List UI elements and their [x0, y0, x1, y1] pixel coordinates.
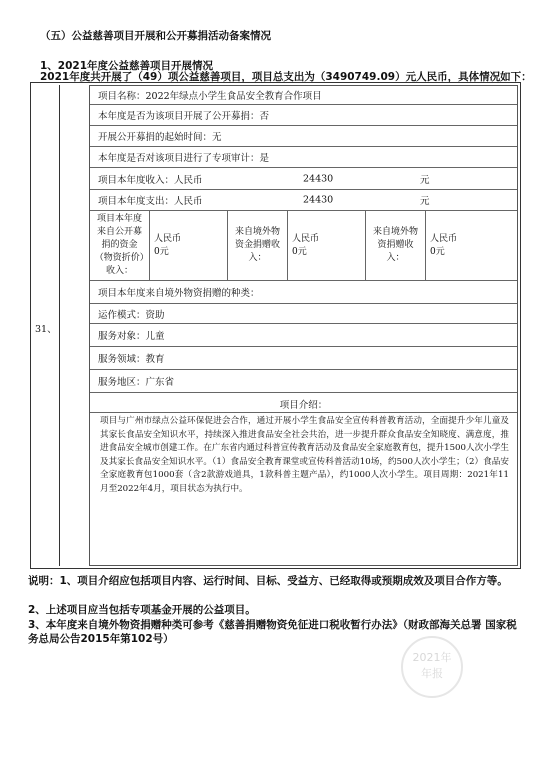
operation-mode-row — [90, 304, 517, 324]
foreign-goods-types: 项目本年度来自境外物资捐赠的种类： — [98, 288, 260, 299]
foreign-cash-value-cell — [288, 211, 366, 280]
special-audit: 本年度是否对该项目进行了专项审计：是 — [98, 153, 270, 164]
income-amount: 24430 — [303, 173, 334, 184]
intro-divider — [90, 412, 517, 413]
annual-report-stamp — [401, 636, 463, 698]
income-row — [90, 168, 517, 190]
summary-line: 2021年度共开展了（49）项公益慈善项目，项目总支出为（3490749.09）元人民币，具体情况如下： — [40, 71, 532, 83]
domestic-label: 项目本年度来自公开募捐的资金（物资折价）收入： — [94, 214, 145, 276]
region-row — [90, 370, 517, 393]
special-audit-row — [90, 147, 517, 168]
project-name: 项目名称：2022年绿点小学生食品安全教育合作项目 — [98, 91, 322, 102]
operation-mode: 运作模式：资助 — [98, 309, 165, 321]
intro-row — [90, 393, 517, 569]
public-fundraising: 本年度是否为该项目开展了公开募捐：否 — [98, 111, 270, 122]
note-2: 2、上述项目应当包括专项基金开展的公益项目。 — [28, 604, 256, 616]
foreign-cash-value: 0元 — [292, 247, 307, 257]
project-detail — [89, 85, 518, 566]
intro-title: 项目介绍： — [279, 400, 328, 411]
foreign-cash-label-cell — [228, 211, 288, 280]
region: 服务地区：广东省 — [98, 377, 175, 388]
expense-unit: 元 — [420, 196, 430, 207]
income-source-row — [90, 211, 517, 281]
foreign-goods-label: 来自境外物资捐赠收入： — [372, 227, 418, 263]
domestic-value-label: 人民币 — [154, 234, 182, 244]
fundraising-start-row — [90, 126, 517, 147]
target-row — [90, 324, 517, 347]
income-label: 项目本年度收入：人民币 — [98, 174, 203, 186]
domestic-value-cell — [150, 211, 228, 280]
project-name-row — [90, 86, 517, 105]
foreign-goods-label-cell — [366, 211, 426, 280]
section-title: （五）公益慈善项目开展和公开募捐活动备案情况 — [40, 30, 271, 42]
column-divider — [59, 85, 60, 566]
foreign-goods-types-row — [90, 281, 517, 304]
subsection-title: 1、2021年度公益慈善项目开展情况 — [40, 60, 214, 72]
field: 服务领域：教育 — [98, 354, 165, 365]
target: 服务对象：儿童 — [98, 331, 165, 342]
domestic-value: 0元 — [154, 247, 169, 257]
stamp-year: 2021年 — [412, 651, 452, 664]
row-number: 31、 — [35, 324, 57, 335]
intro-body: 项目与广州市绿点公益环保促进会合作，通过开展小学生食品安全宣传科普教育活动，全面提升少年儿童及其家长食品安全知识水平，持续深入推进食品安全社会共治，进一步提升群众食品安全知晓度、满意度，推进食品安全城市创建工作。在广东省内通过科普宣传教育活动及食品安全家庭教育包，提升1500人次小学生及其家长食品安全知识水平。（1）食品安全教育课堂或宣传科普活动10场，约500人次小学生；（2）食品安全家庭教育包1000套（含2款游戏道具，1款科普主题产品），约1000人次小学生。项目周期：2021年11月至2022年4月，项目状态为执行中。 — [100, 416, 509, 494]
note-3: 3、本年度来自境外物资捐赠种类可参考《慈善捐赠物资免征进口税收暂行办法》（财政部海关总署 国家税务总局公告2015年第102号） — [28, 619, 517, 645]
foreign-goods-value-label: 人民币 — [430, 234, 458, 244]
foreign-cash-label: 来自境外物资金捐赠收入： — [234, 227, 280, 263]
stamp-label: 年报 — [421, 667, 443, 680]
project-table — [30, 82, 521, 569]
expense-row — [90, 190, 517, 211]
expense-amount: 24430 — [303, 194, 334, 206]
note-1: 说明：1、项目介绍应包括项目内容、运行时间、目标、受益方、已经取得或预期成效及项目合作方等。 — [28, 575, 508, 587]
expense-label: 项目本年度支出：人民币 — [98, 196, 203, 207]
income-unit: 元 — [420, 174, 430, 186]
public-fundraising-row — [90, 105, 517, 126]
domestic-label-cell — [90, 211, 150, 280]
fundraising-start: 开展公开募捐的起始时间：无 — [98, 132, 222, 143]
field-row — [90, 347, 517, 370]
foreign-goods-value-cell — [426, 211, 520, 280]
foreign-goods-value: 0元 — [430, 247, 445, 257]
foreign-cash-value-label: 人民币 — [292, 234, 320, 244]
